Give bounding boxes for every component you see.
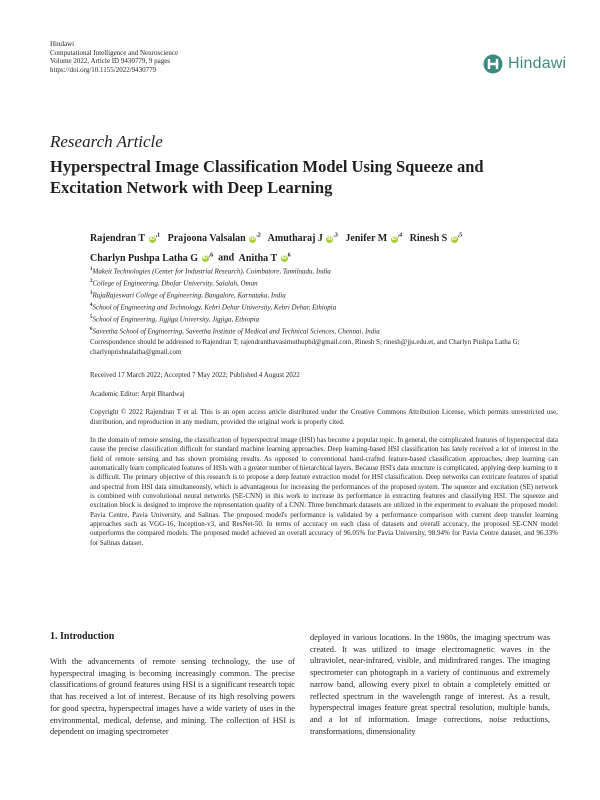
author bbox=[90, 253, 213, 264]
affiliation-num: 6 bbox=[90, 326, 93, 332]
doi-link[interactable]: https://doi.org/10.1155/2022/9430779 bbox=[50, 65, 157, 74]
orcid-icon[interactable]: iD bbox=[202, 254, 208, 261]
author-list bbox=[90, 228, 560, 267]
author bbox=[410, 233, 463, 244]
author bbox=[268, 233, 338, 244]
orcid-icon[interactable]: iD bbox=[250, 235, 256, 242]
hindawi-logo bbox=[483, 53, 566, 75]
article-title: Hyperspectral Image Classification Model Using Squeeze and Excitation Network with Deep Learning bbox=[50, 157, 484, 197]
journal-header bbox=[50, 40, 178, 74]
affiliation-text: Makeit Technologies (Center for Industrial Research), Coimbatore, Tamilnadu, India bbox=[92, 267, 331, 276]
author-affil-sup: 6 bbox=[287, 252, 291, 259]
journal-name: Computational Intelligence and Neuroscience bbox=[50, 48, 179, 57]
section-heading: 1. Introduction bbox=[50, 631, 115, 642]
body-column-right: deployed in various locations. In the 1980s, the imaging spectrum was created. It was utilized to image electromagnetic waves in the ultraviolet, near-infrared, visible, and midinfrared ranges. The imaging spectrometer can photograph in a variety of continuous and extremely narrow band, allowing every pixel to obtain a completely emitted or reflected spectrum in the wavelength range of interest. As a result, hyperspectral images feature great spectral resolution, multiple bands, and a lot of information. Image corrections, noise reductions, transformations, dimensionality bbox=[310, 633, 550, 736]
author-and: and bbox=[218, 252, 235, 264]
author-name: Amutharaj J bbox=[267, 233, 323, 245]
author-affil-sup: ,2 bbox=[256, 233, 261, 239]
copyright-notice: Copyright © 2022 Rajendran T et al. This is an open access article distributed under the Creative Commons Attribution License, which permits unrestricted use, distribution, and reproduction in any medium, provided the original work is properly cited. bbox=[90, 408, 558, 426]
affiliation-item bbox=[90, 301, 380, 313]
affiliation-text: School of Engineering, Jigjiga University, Jigjiga, Ethiopia bbox=[92, 315, 260, 324]
correspondence: Correspondence should be addressed to Rajendran T; rajendranthavasimuthuphd@gmail.com, Rinesh S; rinesh@jju.edu.et, and Charlyn Pushpa Latha G; charlynprishnalatha@gmail.com bbox=[90, 338, 520, 356]
affiliation-num: 4 bbox=[90, 302, 93, 308]
orcid-icon[interactable]: iD bbox=[391, 235, 397, 242]
affiliation-item bbox=[90, 325, 380, 337]
author-name: Charlyn Pushpa Latha G bbox=[90, 252, 199, 264]
author bbox=[168, 233, 261, 244]
author-affil-sup: ,3 bbox=[333, 233, 338, 239]
author-name: Anitha T bbox=[238, 252, 278, 264]
author bbox=[239, 253, 291, 264]
academic-editor: Academic Editor: Arpit Bhardwaj bbox=[90, 390, 185, 398]
affiliation-num: 1 bbox=[90, 267, 93, 272]
article-type: Research Article bbox=[50, 132, 163, 151]
affiliation-text: College of Engineering, Dhofar University, Salalah, Oman bbox=[92, 279, 258, 288]
affiliation-num: 2 bbox=[90, 278, 93, 284]
logo-text: Hindawi bbox=[508, 55, 567, 72]
author-affil-sup: ,5 bbox=[457, 233, 463, 239]
affiliation-text: Saveetha School of Engineering, Saveetha Institute of Medical and Technical Sciences, Chennai, India bbox=[92, 326, 380, 335]
affiliation-item bbox=[90, 265, 380, 277]
orcid-icon[interactable]: iD bbox=[451, 235, 457, 242]
orcid-icon[interactable]: iD bbox=[149, 235, 155, 242]
author-name: Jenifer M bbox=[345, 233, 388, 245]
affiliation-text: School of Engineering and Technology, Kebri Dehar University, Kebri Dehar, Ethiopia bbox=[92, 303, 337, 312]
author bbox=[345, 233, 402, 244]
author-affil-sup: ,6 bbox=[208, 252, 214, 259]
affiliation-item bbox=[90, 313, 380, 325]
hindawi-logo-icon bbox=[483, 54, 503, 74]
author-affil-sup: ,4 bbox=[397, 233, 403, 239]
affiliation-list bbox=[90, 265, 380, 337]
body-column-left: With the advancements of remote sensing technology, the use of hyperspectral imaging is becoming increasingly common. The precise classifications of ground features using HSI is a significant research topic that has received a lot of interest. Because of its high resolving powers for good spectra, hyperspectral images have a wide variety of uses in the environmental, medical, defense, and mining. The collection of HSI is dependent on imaging spectrometer bbox=[50, 657, 295, 737]
affiliation-item bbox=[90, 277, 380, 289]
orcid-icon[interactable]: iD bbox=[281, 254, 287, 261]
author-name: Rajendran T bbox=[90, 233, 146, 245]
author-name: Rinesh S bbox=[409, 233, 448, 245]
affiliation-num: 3 bbox=[90, 290, 93, 296]
orcid-icon[interactable]: iD bbox=[327, 235, 333, 242]
author bbox=[90, 233, 160, 244]
abstract: In the domain of remote sensing, the classification of hyperspectral image (HSI) has become a popular topic. In general, the complicated features of hyperspectral data cause the precise classification difficult for standard machine learning approaches. Deep learning-based HSI classification has lately received a lot of interest in the field of remote sensing and has shown promising results. As opposed to conventional hand-crafted feature-based classification approaches, deep learning can automatically learn complicated features of HSIs with a greater number of hierarchical layers. Because HSI's data structure is complicated, applying deep learning to it is difficult. The primary objective of this research is to propose a deep feature extraction model for HSI classification. Deep networks can extricate features of spatial and spectral from HSI data simultaneously, which is advantageous for increasing the performances of the proposed system. The squeeze and excitation (SE) network is combined with convolutional neural networks (SE-CNN) in this work to increase its performance in extracting features and classifying HSI. The squeeze and excitation block is designed to improve the representation quality of a CNN. Three benchmark datasets are utilized in the experiment to evaluate the proposed model: Pavia Centre, Pavia University, and Salinas. The proposed model's performance is validated by a performance comparison with current deep transfer learning approaches such as VGG-16, Inception-v3, and ResNet-50. In terms of accuracy on each class of datasets and overall accuracy, the proposed SE-CNN model outperforms the compared models. The proposed model achieved an overall accuracy of 96.05% for Pavia University, 98.94% for Pavia Centre dataset, and 96.33% for Salinas dataset. bbox=[90, 436, 558, 547]
affiliation-num: 5 bbox=[90, 314, 93, 320]
volume-info: Volume 2022, Article ID 9430779, 9 pages bbox=[50, 57, 171, 66]
author-name: Prajoona Valsalan bbox=[167, 233, 246, 245]
publication-dates: Received 17 March 2022; Accepted 7 May 2022; Published 4 August 2022 bbox=[90, 371, 300, 379]
author-affil-sup: ,1 bbox=[155, 233, 161, 239]
affiliation-text: RajaRajeswari College of Engineering, Bangalore, Karnataka, India bbox=[92, 291, 286, 300]
publisher-name: Hindawi bbox=[50, 40, 75, 48]
affiliation-item bbox=[90, 289, 380, 301]
